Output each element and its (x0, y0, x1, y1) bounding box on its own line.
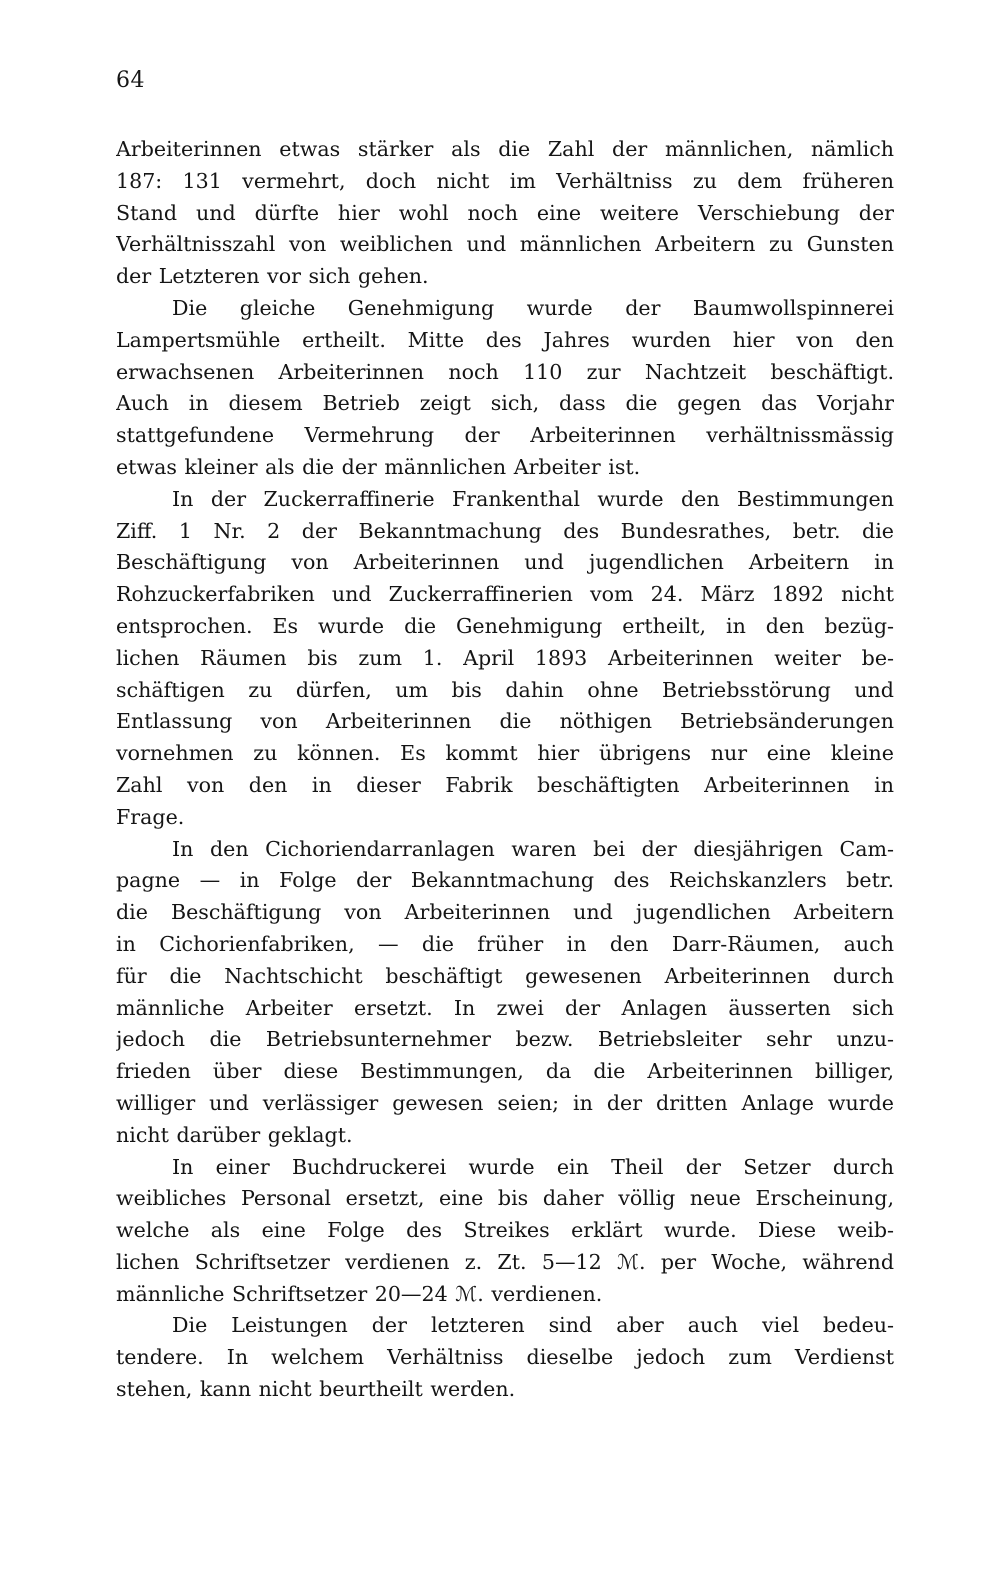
text-line: Rohzuckerfabriken und Zuckerraffinerien vom 24. März 1892 nicht (116, 582, 894, 607)
text-line: Auch in diesem Betrieb zeigt sich, dass die gegen das Vorjahr (116, 391, 894, 416)
text-line: männliche Arbeiter ersetzt. In zwei der Anlagen äusserten sich (116, 995, 894, 1020)
text-line: jedoch die Betriebsunternehmer bezw. Betriebsleiter sehr unzu- (116, 1027, 894, 1052)
text-line: 187: 131 vermehrt, doch nicht im Verhältniss zu dem früheren (116, 168, 894, 193)
text-line: In einer Buchdruckerei wurde ein Theil der Setzer durch (172, 1154, 894, 1179)
text-line: die Beschäftigung von Arbeiterinnen und jugendlichen Arbeitern (116, 900, 894, 925)
text-line: der Letzteren vor sich gehen. (116, 264, 429, 289)
text-line: pagne — in Folge der Bekanntmachung des Reichskanzlers betr. (116, 868, 894, 893)
text-line: Verhältnisszahl von weiblichen und männlichen Arbeitern zu Gunsten (116, 232, 894, 257)
text-line: Lampertsmühle ertheilt. Mitte des Jahres wurden hier von den (116, 327, 894, 352)
text-line: welche als eine Folge des Streikes erklärt wurde. Diese weib- (116, 1218, 894, 1243)
text-line: in Cichorienfabriken, — die früher in den Darr-Räumen, auch (116, 931, 894, 956)
text-line: Frage. (116, 804, 185, 829)
text-line: etwas kleiner als die der männlichen Arbeiter ist. (116, 454, 641, 479)
text-line: stattgefundene Vermehrung der Arbeiterinnen verhältnissmässig (116, 423, 894, 448)
text-line: Stand und dürfte hier wohl noch eine weitere Verschiebung der (116, 200, 894, 225)
text-line: Die gleiche Genehmigung wurde der Baumwollspinnerei (172, 295, 894, 320)
text-line: frieden über diese Bestimmungen, da die Arbeiterinnen billiger, (116, 1059, 894, 1084)
page-body (116, 134, 894, 1406)
text-line: männliche Schriftsetzer 20—24 ℳ. verdienen. (116, 1281, 603, 1306)
text-line: erwachsenen Arbeiterinnen noch 110 zur Nachtzeit beschäftigt. (116, 359, 894, 384)
text-line: In den Cichoriendarranlagen waren bei der diesjährigen Cam- (172, 836, 894, 861)
text-line: für die Nachtschicht beschäftigt gewesenen Arbeiterinnen durch (116, 963, 894, 988)
text-line: schäftigen zu dürfen, um bis dahin ohne Betriebsstörung und (116, 677, 894, 702)
text-line: In der Zuckerraffinerie Frankenthal wurde den Bestimmungen (172, 486, 894, 511)
text-line: Beschäftigung von Arbeiterinnen und jugendlichen Arbeitern in (116, 550, 894, 575)
text-line: lichen Räumen bis zum 1. April 1893 Arbeiterinnen weiter be- (116, 645, 894, 670)
text-line: vornehmen zu können. Es kommt hier übrigens nur eine kleine (116, 741, 894, 766)
text-line: Zahl von den in dieser Fabrik beschäftigten Arbeiterinnen in (116, 772, 894, 797)
paragraph (116, 1310, 894, 1405)
text-line: nicht darüber geklagt. (116, 1122, 353, 1147)
text-line: Die Leistungen der letzteren sind aber auch viel bedeu- (172, 1313, 894, 1338)
paragraph (116, 484, 894, 834)
text-line: Ziff. 1 Nr. 2 der Bekanntmachung des Bundesrathes, betr. die (116, 518, 894, 543)
paragraph (116, 834, 894, 1152)
paragraph (116, 134, 894, 293)
text-line: williger und verlässiger gewesen seien; in der dritten Anlage wurde (116, 1090, 894, 1115)
paragraph (116, 293, 894, 484)
text-line: weibliches Personal ersetzt, eine bis daher völlig neue Erscheinung, (116, 1186, 894, 1211)
text-line: tendere. In welchem Verhältniss dieselbe jedoch zum Verdienst (116, 1345, 894, 1370)
text-line: lichen Schriftsetzer verdienen z. Zt. 5—12 ℳ. per Woche, während (116, 1249, 894, 1274)
paragraph (116, 1152, 894, 1311)
text-line: Entlassung von Arbeiterinnen die nöthigen Betriebsänderungen (116, 709, 894, 734)
text-line: stehen, kann nicht beurtheilt werden. (116, 1377, 516, 1402)
text-line: entsprochen. Es wurde die Genehmigung ertheilt, in den bezüg- (116, 613, 894, 638)
text-line: Arbeiterinnen etwas stärker als die Zahl der männlichen, nämlich (116, 137, 894, 161)
page-number: 64 (116, 68, 145, 93)
